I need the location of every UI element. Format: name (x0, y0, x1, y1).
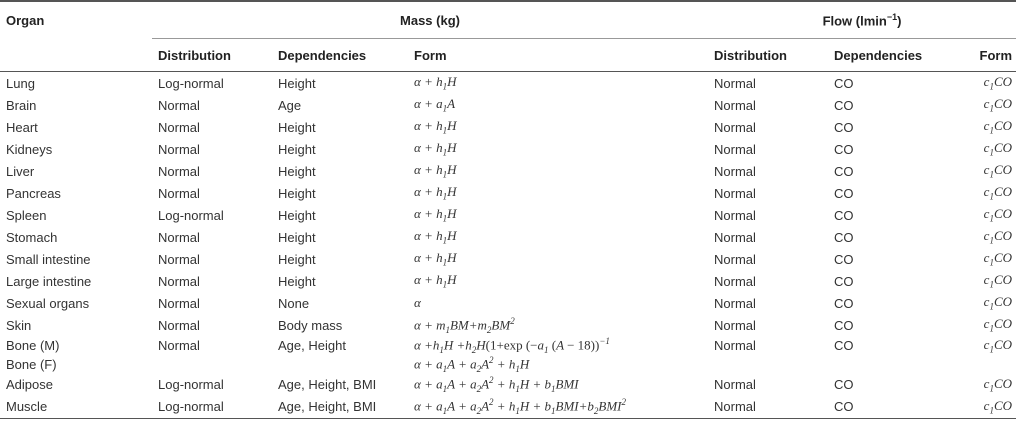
header-mass-form: Form (408, 39, 708, 72)
flow-form-cell: $c_1CO$ (983, 376, 1013, 394)
flow-form-cell: $c_1CO$ (983, 74, 1013, 92)
organ-cell: Adipose (6, 377, 53, 393)
mass-form-cell: α (414, 295, 421, 310)
mass-form-cell: $\alpha + h_1H$ (414, 184, 457, 202)
table-row (0, 396, 1016, 419)
header-flow-form: Form (964, 39, 1016, 72)
flow-dependencies-cell: CO (834, 141, 854, 157)
header-mass: Mass (kg) (152, 1, 708, 39)
organ-cell: Large intestine (6, 273, 92, 289)
flow-form-cell: $c_1CO$ (983, 162, 1013, 180)
mass-distribution-cell: Normal (158, 185, 200, 201)
table-row (0, 314, 1016, 336)
flow-form-cell: $c_1CO$ (983, 96, 1013, 114)
header-spacer (0, 39, 152, 72)
organ-cell: Sexual organs (6, 295, 90, 311)
table-row (0, 72, 1016, 95)
mass-dependencies-cell: Height (278, 185, 316, 201)
flow-distribution-cell: Normal (708, 396, 828, 419)
flow-distribution-cell: Normal (714, 251, 756, 267)
mass-dependencies-cell: Body mass (278, 317, 343, 333)
table-row (0, 270, 1016, 292)
flow-dependencies-cell: CO (834, 317, 854, 333)
flow-form-cell: $c_1CO$ (983, 140, 1013, 158)
flow-distribution-cell: Normal (714, 273, 756, 289)
flow-distribution-cell: Normal (714, 185, 756, 201)
mass-distribution-cell: Normal (158, 119, 200, 135)
organ-cell: Brain (6, 97, 37, 113)
mass-dependencies-cell: Height (278, 207, 316, 223)
flow-dependencies-cell: CO (834, 97, 854, 113)
header-flow-dependencies: Dependencies (828, 39, 964, 72)
flow-dependencies-cell: CO (834, 377, 854, 393)
mass-distribution-cell: Normal (158, 295, 200, 311)
organ-cell: Lung (6, 75, 35, 91)
mass-dependencies-cell: Height (278, 75, 316, 91)
mass-distribution-cell: Log-normal (158, 377, 224, 393)
mass-form-cell: $\alpha + a_1A + a_2A^2 + h_1H$ (414, 354, 530, 374)
mass-distribution-cell: Normal (158, 337, 200, 353)
table-row (0, 116, 1016, 138)
organ-cell: Pancreas (6, 185, 61, 201)
flow-dependencies-cell: CO (834, 295, 854, 311)
flow-distribution-cell: Normal (714, 337, 756, 353)
flow-form-cell: $c_1CO$ (983, 336, 1013, 355)
organ-cell: Bone (M) (6, 337, 60, 353)
mass-distribution-cell: Normal (158, 97, 200, 113)
header-mass-dependencies: Dependencies (272, 39, 408, 72)
mass-form-cell: $\alpha + h_1H$ (414, 228, 457, 246)
organ-cell: Heart (6, 119, 38, 135)
flow-form-cell: $c_1CO$ (983, 294, 1013, 312)
mass-dependencies-cell: Height (278, 273, 316, 289)
table-row (0, 138, 1016, 160)
flow-distribution-cell: Normal (714, 119, 756, 135)
organ-cell: Small intestine (6, 251, 91, 267)
mass-distribution-cell: Log-normal (158, 75, 224, 91)
flow-form-cell (964, 355, 1016, 374)
table-row (0, 226, 1016, 248)
organ-cell: Stomach (6, 229, 58, 245)
mass-form-cell: $\alpha + h_1H$ (414, 118, 457, 136)
mass-distribution-cell: Normal (158, 273, 200, 289)
flow-distribution-cell: Normal (714, 97, 756, 113)
table-row (0, 204, 1016, 226)
flow-dependencies-cell: CO (828, 396, 964, 419)
flow-dependencies-cell: CO (834, 75, 854, 91)
flow-form-cell: $c_1CO$ (983, 272, 1013, 290)
flow-dependencies-cell: CO (834, 337, 854, 353)
header-flow-distribution: Distribution (708, 39, 828, 72)
table-row (0, 94, 1016, 116)
table-row (0, 248, 1016, 270)
header-flow: Flow (lmin$^{-1}$) (708, 1, 1016, 39)
mass-dependencies-cell: Height (278, 119, 316, 135)
mass-dependencies-cell: None (278, 295, 310, 311)
mass-dependencies-cell: Age (278, 97, 302, 113)
flow-distribution-cell: Normal (714, 317, 756, 333)
organ-cell: Muscle (0, 396, 152, 419)
flow-distribution-cell: Normal (714, 207, 756, 223)
flow-distribution-cell (708, 355, 828, 374)
flow-form-cell: $c_1CO$ (983, 184, 1013, 202)
mass-dependencies-cell (272, 355, 408, 374)
table-body (0, 72, 1016, 419)
mass-distribution-cell: Normal (158, 251, 200, 267)
mass-distribution-cell: Log-normal (152, 396, 272, 419)
flow-dependencies-cell: CO (834, 163, 854, 179)
table-row (0, 292, 1016, 314)
mass-dependencies-cell: Height (278, 251, 316, 267)
table-row (0, 182, 1016, 204)
flow-dependencies-cell: CO (834, 229, 854, 245)
flow-dependencies-cell: CO (834, 185, 854, 201)
header-organ: Organ (0, 1, 152, 39)
mass-form-cell: $\alpha + h_1H$ (414, 272, 457, 290)
flow-distribution-cell: Normal (714, 141, 756, 157)
mass-form-cell: $\alpha + h_1H$ (414, 162, 457, 180)
mass-dependencies-cell: Age, Height, BMI (272, 396, 408, 419)
organ-cell: Kidneys (6, 141, 53, 157)
flow-dependencies-cell (828, 355, 964, 374)
organ-cell: Spleen (6, 207, 47, 223)
table-row (0, 374, 1016, 396)
mass-distribution-cell: Normal (158, 141, 200, 157)
organ-cell: Skin (6, 317, 32, 333)
flow-distribution-cell: Normal (714, 377, 756, 393)
flow-dependencies-cell: CO (834, 273, 854, 289)
flow-form-cell: $c_1CO$ (983, 250, 1013, 268)
mass-dependencies-cell: Age, Height, BMI (278, 377, 377, 393)
mass-dependencies-cell: Height (278, 229, 316, 245)
flow-distribution-cell: Normal (714, 163, 756, 179)
table-row (0, 355, 1016, 374)
flow-dependencies-cell: CO (834, 207, 854, 223)
mass-form-cell: $\alpha + h_1H$ (414, 140, 457, 158)
mass-distribution-cell: Log-normal (158, 207, 224, 223)
mass-form-cell: $\alpha + h_1H$ (414, 74, 457, 92)
mass-form-cell: $\alpha + a_1A$ (414, 96, 456, 114)
mass-form-cell: $\alpha + a_1A + a_2A^2 + h_1H + b_1BMI$ (414, 375, 579, 395)
table-row (0, 336, 1016, 355)
table-row (0, 160, 1016, 182)
flow-form-cell: $c_1CO$ (964, 396, 1016, 419)
mass-form-cell: $\alpha + a_1A + a_2A^2 + h_1H + b_1BMI+b_2BMI^2$ (408, 396, 708, 419)
header-mass-distribution: Distribution (152, 39, 272, 72)
flow-dependencies-cell: CO (834, 119, 854, 135)
flow-distribution-cell: Normal (714, 295, 756, 311)
flow-dependencies-cell: CO (834, 251, 854, 267)
mass-form-cell: $\alpha +h_1H +h_2H(1+\exp$ ($-a_1$ (A − 18))$^{-1}$ (414, 336, 610, 355)
organ-cell: Liver (6, 163, 35, 179)
flow-form-cell: $c_1CO$ (983, 118, 1013, 136)
mass-form-cell: $\alpha + h_1H$ (414, 206, 457, 224)
flow-form-cell: $c_1CO$ (983, 206, 1013, 224)
flow-distribution-cell: Normal (714, 229, 756, 245)
mass-distribution-cell: Normal (158, 163, 200, 179)
mass-dependencies-cell: Age, Height (278, 337, 346, 353)
flow-form-cell: $c_1CO$ (983, 228, 1013, 246)
mass-distribution-cell: Normal (158, 317, 200, 333)
mass-distribution-cell (152, 355, 272, 374)
mass-distribution-cell: Normal (158, 229, 200, 245)
flow-form-cell: $c_1CO$ (983, 316, 1013, 334)
flow-distribution-cell: Normal (714, 75, 756, 91)
mass-dependencies-cell: Height (278, 163, 316, 179)
mass-form-cell: $\alpha + m_1BM+m_2BM^2$ (414, 315, 515, 335)
mass-form-cell: $\alpha + h_1H$ (414, 250, 457, 268)
mass-dependencies-cell: Height (278, 141, 316, 157)
organ-cell: Bone (F) (6, 356, 57, 372)
